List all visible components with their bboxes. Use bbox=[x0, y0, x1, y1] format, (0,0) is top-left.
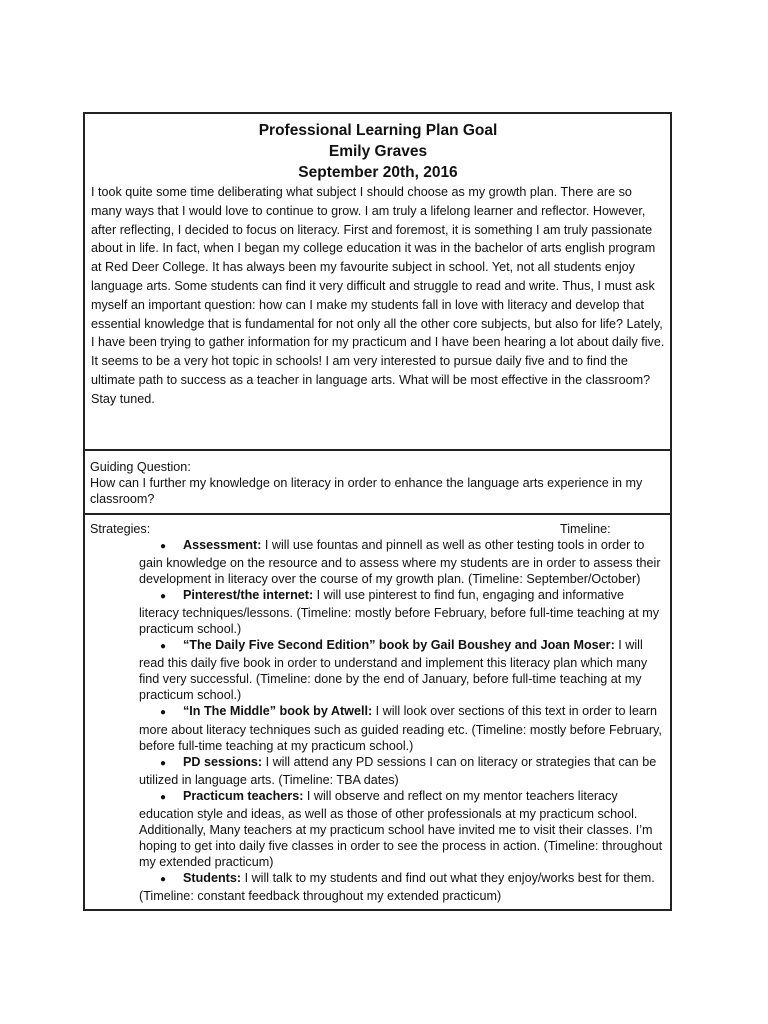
strategy-text: I will use fountas and pinnell as well as other testing tools in order to gain knowledge on the resource and to assess where my students are in order to assess their development in literacy over the course of my growth plan. (Timeline: September/October) bbox=[139, 538, 661, 587]
strategy-item-students bbox=[139, 870, 665, 904]
bullet-icon: ● bbox=[160, 757, 167, 769]
strategy-text: I will look over sections of this text in order to learn more about literacy techniques such as guided reading etc. (Timeline: mostly before February, before full-time teaching at my practicum school.) bbox=[139, 704, 662, 753]
plan-table bbox=[83, 112, 672, 911]
strategy-text: I will observe and reflect on my mentor teachers literacy education style and ideas, as well as those of other professionals at my practicum school. Additionally, Many teachers at my practicum school have invited me to visit their classes. I’m hoping to get into daily five classes in order to see the process in action. (Timeline: throughout my extended practicum) bbox=[139, 788, 663, 869]
timeline-label: Timeline: bbox=[560, 522, 611, 536]
strategies-label: Strategies: bbox=[90, 522, 151, 536]
bullet-icon: ● bbox=[160, 641, 167, 653]
bullet-icon: ● bbox=[160, 791, 167, 803]
bullet-icon: ● bbox=[160, 707, 167, 719]
bullet-icon: ● bbox=[160, 873, 167, 885]
document-title: Professional Learning Plan Goal bbox=[258, 122, 498, 139]
strategy-item-practicum-teachers bbox=[139, 788, 665, 870]
strategy-title: Students: bbox=[183, 870, 242, 885]
strategy-list bbox=[90, 537, 665, 904]
strategy-title: Pinterest/the internet: bbox=[183, 588, 314, 603]
title-block bbox=[91, 120, 665, 183]
strategy-item-in-the-middle bbox=[139, 703, 665, 753]
document-date: September 20th, 2016 bbox=[298, 164, 458, 181]
strategies-section bbox=[85, 515, 670, 909]
strategy-item-pinterest bbox=[139, 587, 665, 637]
strategy-title: “The Daily Five Second Edition” book by Gail Boushey and Joan Moser: bbox=[183, 638, 615, 653]
guiding-question-label: Guiding Question: bbox=[90, 460, 191, 474]
intro-paragraph: I took quite some time deliberating what subject I should choose as my growth plan. There are so many ways that I would love to continue to grow. I am truly a lifelong learner and reflector. However, after reflecting, I decided to focus on literacy. First and foremost, it is something I am truly passionate about in life. In fact, when I began my college education it was in the bachelor of arts english program at Red Deer College. It has always been my favourite subject in school. Yet, not all students enjoy language arts. Some students can find it very difficult and struggle to read and write. Thus, I must ask myself an important question: how can I make my students fall in love with literacy and develop that essential knowledge that is fundamental for not only all the other core subjects, but also for life? Lately, I have been trying to gather information for my practicum and I have been hearing a lot about daily five. It seems to be a very hot topic in schools! I am very interested to pursue daily five and to find the ultimate path to success as a teacher in language arts. What will be most effective in the classroom? Stay tuned. bbox=[91, 185, 665, 406]
strategy-title: Assessment: bbox=[183, 538, 262, 552]
author-name: Emily Graves bbox=[328, 143, 428, 160]
strategy-text: I will attend any PD sessions I can on literacy or strategies that can be utilized in language arts. (Timeline: TBA dates) bbox=[139, 754, 657, 787]
strategy-item-pd-sessions bbox=[139, 754, 665, 788]
strategies-header bbox=[90, 521, 665, 537]
strategy-title: Practicum teachers: bbox=[183, 788, 304, 803]
strategy-item-daily-five-book bbox=[139, 637, 665, 703]
guiding-question-section bbox=[85, 451, 670, 515]
strategy-title: “In The Middle” book by Atwell: bbox=[183, 704, 373, 719]
strategy-text: I will read this daily five book in order to understand and implement this literacy plan which many find very successful. (Timeline: done by the end of January, before full-time teaching at my practicum school.) bbox=[139, 638, 648, 703]
guiding-question-text: How can I further my knowledge on literacy in order to enhance the language arts experience in my classroom? bbox=[90, 476, 643, 506]
strategy-item-assessment bbox=[139, 537, 665, 587]
bullet-icon: ● bbox=[160, 541, 167, 552]
strategy-text: I will talk to my students and find out what they enjoy/works best for them. (Timeline: constant feedback throughout my extended practicum) bbox=[139, 870, 655, 903]
bullet-icon: ● bbox=[160, 591, 167, 603]
strategy-text: I will use pinterest to find fun, engaging and informative literacy techniques/lessons. (Timeline: mostly before February, before full-time teaching at my practicum school.) bbox=[139, 588, 660, 637]
strategy-title: PD sessions: bbox=[183, 754, 263, 769]
intro-section bbox=[85, 114, 670, 451]
